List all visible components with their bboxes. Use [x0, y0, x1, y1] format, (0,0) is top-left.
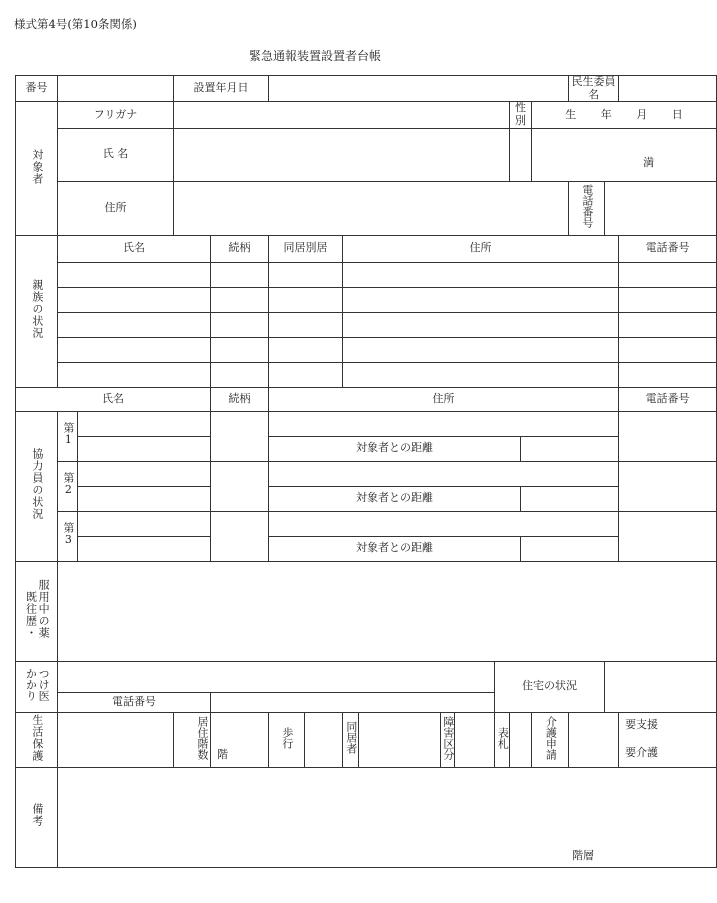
- age-unit: 満: [643, 155, 655, 169]
- helper-1-label: 第1: [58, 411, 78, 461]
- family-doctor-field[interactable]: [58, 661, 495, 692]
- helper-3-label: 第3: [58, 511, 78, 561]
- family-doctor-label: かかりつけ医: [16, 661, 58, 712]
- walking-label: 歩行: [269, 712, 305, 767]
- remarks-label: 備考: [16, 767, 58, 867]
- furigana-label: フリガナ: [58, 102, 174, 128]
- relative-phone-cell[interactable]: [619, 337, 717, 362]
- relative-cohabit-cell[interactable]: [269, 337, 343, 362]
- floor-count-label: 居住階数: [174, 712, 211, 767]
- helpers-phone-header: 電話番号: [619, 387, 717, 411]
- helper-3-distance-field[interactable]: [521, 536, 619, 561]
- table-row: [16, 337, 717, 362]
- relative-relation-cell[interactable]: [211, 362, 269, 387]
- birth-date-field[interactable]: [532, 128, 717, 181]
- welfare-member-label: 民生委員名: [569, 76, 619, 102]
- subject-section-label: 対象者: [16, 102, 58, 235]
- form-code: 様式第4号(第10条関係): [14, 17, 137, 31]
- floor-count-field[interactable]: [211, 712, 269, 767]
- relative-phone-cell[interactable]: [619, 312, 717, 337]
- number-field[interactable]: [58, 76, 174, 102]
- relative-address-cell[interactable]: [343, 337, 619, 362]
- helpers-name-header: 氏名: [16, 387, 211, 411]
- table-row: [16, 262, 717, 287]
- relative-cohabit-cell[interactable]: [269, 287, 343, 312]
- helper-1-address[interactable]: [269, 411, 619, 436]
- care-level-options[interactable]: [619, 712, 717, 767]
- address-label: 住所: [58, 181, 174, 235]
- relative-address-cell[interactable]: [343, 262, 619, 287]
- helper-2-distance-label: 対象者との距離: [269, 486, 521, 511]
- registry-table: [15, 75, 717, 868]
- name-label: 氏 名: [58, 128, 174, 181]
- table-row: [16, 312, 717, 337]
- relative-name-cell[interactable]: [58, 337, 211, 362]
- livelihood-protection-field[interactable]: [58, 712, 174, 767]
- number-label: 番号: [16, 76, 58, 102]
- care-application-label: 介護申請: [532, 712, 569, 767]
- name-field[interactable]: [174, 128, 510, 181]
- phone-label: 電話番号: [569, 181, 605, 235]
- care-application-field[interactable]: [569, 712, 619, 767]
- helper-1-relation[interactable]: [211, 411, 269, 461]
- walking-field[interactable]: [305, 712, 343, 767]
- helper-2-distance-field[interactable]: [521, 486, 619, 511]
- support-needed-option[interactable]: 要支援: [625, 717, 659, 731]
- helper-3-relation[interactable]: [211, 511, 269, 561]
- nameplate-label: 表札: [495, 712, 510, 767]
- relatives-relation-header: 続柄: [211, 235, 269, 262]
- relative-relation-cell[interactable]: [211, 287, 269, 312]
- nameplate-field[interactable]: [510, 712, 532, 767]
- relatives-address-header: 住所: [343, 235, 619, 262]
- helper-1-phone[interactable]: [619, 411, 717, 461]
- relative-name-cell[interactable]: [58, 262, 211, 287]
- birth-date-header: [532, 102, 717, 128]
- livelihood-protection-label: 生活保護: [16, 712, 58, 767]
- birth-day-unit: 日: [671, 107, 683, 121]
- floor-hierarchy-label: 階層: [572, 848, 595, 862]
- gender-field[interactable]: [510, 128, 532, 181]
- care-needed-option[interactable]: 要介護: [625, 746, 659, 760]
- relative-name-cell[interactable]: [58, 362, 211, 387]
- medical-history-field[interactable]: [58, 561, 717, 661]
- helper-3-name-lower[interactable]: [78, 536, 211, 561]
- relative-cohabit-cell[interactable]: [269, 362, 343, 387]
- relatives-section-label: 親族の状況: [16, 235, 58, 387]
- install-date-label: 設置年月日: [174, 76, 269, 102]
- housing-status-label: 住宅の状況: [495, 661, 605, 712]
- housing-status-field[interactable]: [605, 661, 717, 712]
- relative-relation-cell[interactable]: [211, 262, 269, 287]
- remarks-field[interactable]: [58, 767, 717, 867]
- helper-2-label: 第2: [58, 461, 78, 511]
- birth-year-unit: 年: [600, 107, 612, 121]
- relative-cohabit-cell[interactable]: [269, 262, 343, 287]
- helper-1-distance-field[interactable]: [521, 436, 619, 461]
- table-row: [16, 362, 717, 387]
- relative-phone-cell[interactable]: [619, 287, 717, 312]
- helper-1-distance-label: 対象者との距離: [269, 436, 521, 461]
- floor-unit: 階: [217, 747, 228, 761]
- relatives-name-header: 氏名: [58, 235, 211, 262]
- table-row: [16, 287, 717, 312]
- relative-address-cell[interactable]: [343, 287, 619, 312]
- phone-field[interactable]: [605, 181, 717, 235]
- birth-month-unit: 月: [636, 107, 648, 121]
- helper-2-address[interactable]: [269, 461, 619, 486]
- helper-2-phone[interactable]: [619, 461, 717, 511]
- medical-history-label: 既往歴・服用中の薬: [16, 561, 58, 661]
- relative-phone-cell[interactable]: [619, 362, 717, 387]
- helper-3-address[interactable]: [269, 511, 619, 536]
- doctor-phone-field[interactable]: [211, 692, 495, 712]
- doctor-phone-label: 電話番号: [58, 692, 211, 712]
- cohabitant-label: 同居者: [343, 712, 359, 767]
- helper-1-name-upper[interactable]: [78, 411, 211, 436]
- helper-2-relation[interactable]: [211, 461, 269, 511]
- relatives-cohabit-header: 同居別居: [269, 235, 343, 262]
- welfare-member-field[interactable]: [619, 76, 717, 102]
- helper-3-distance-label: 対象者との距離: [269, 536, 521, 561]
- relative-name-cell[interactable]: [58, 312, 211, 337]
- relative-relation-cell[interactable]: [211, 312, 269, 337]
- disability-field[interactable]: [455, 712, 495, 767]
- helpers-address-header: 住所: [269, 387, 619, 411]
- furigana-field[interactable]: [174, 102, 510, 128]
- helpers-section-label: 協力員の状況: [16, 411, 58, 561]
- relative-address-cell[interactable]: [343, 362, 619, 387]
- helper-2-name-lower[interactable]: [78, 486, 211, 511]
- disability-label: 障害区分: [441, 712, 455, 767]
- relative-relation-cell[interactable]: [211, 337, 269, 362]
- install-date-field[interactable]: [269, 76, 569, 102]
- cohabitant-field[interactable]: [359, 712, 441, 767]
- birth-year-label: 生: [565, 107, 577, 121]
- gender-label: 性別: [510, 102, 532, 128]
- address-field[interactable]: [174, 181, 569, 235]
- relative-name-cell[interactable]: [58, 287, 211, 312]
- relative-cohabit-cell[interactable]: [269, 312, 343, 337]
- helpers-relation-header: 続柄: [211, 387, 269, 411]
- helper-3-name-upper[interactable]: [78, 511, 211, 536]
- relative-address-cell[interactable]: [343, 312, 619, 337]
- helper-3-phone[interactable]: [619, 511, 717, 561]
- helper-2-name-upper[interactable]: [78, 461, 211, 486]
- helper-1-name-lower[interactable]: [78, 436, 211, 461]
- relative-phone-cell[interactable]: [619, 262, 717, 287]
- relatives-phone-header: 電話番号: [619, 235, 717, 262]
- document-title: 緊急通報装置設置者台帳: [248, 49, 381, 63]
